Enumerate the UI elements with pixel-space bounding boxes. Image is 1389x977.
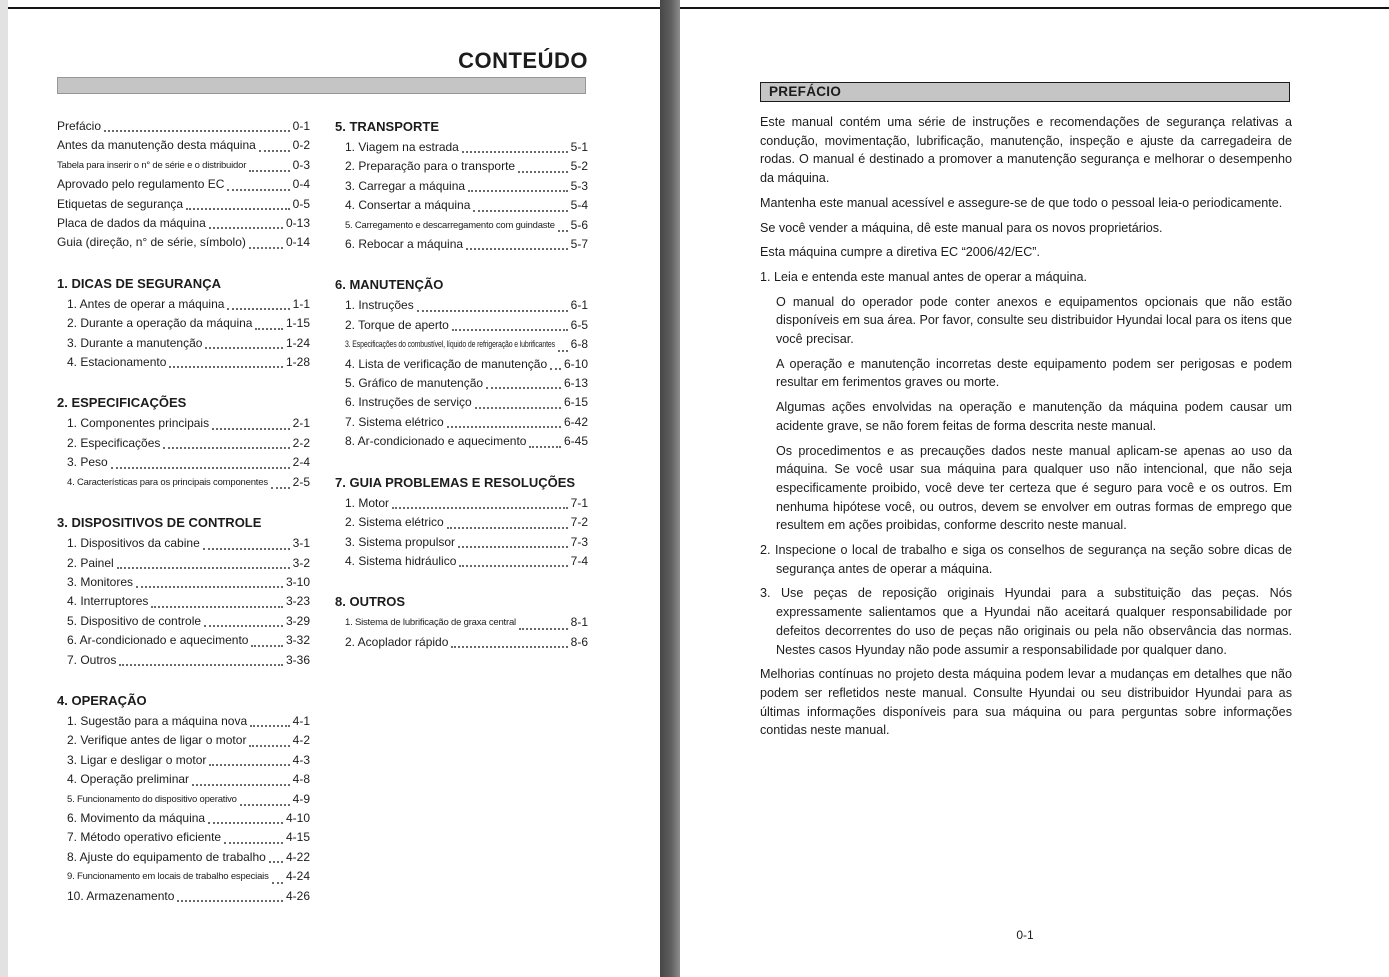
toc-entry: [57, 573, 310, 592]
toc-entry-label: 6. Instruções de serviço: [345, 395, 472, 410]
toc-entry-label: 1. Sugestão para a máquina nova: [67, 713, 248, 728]
toc-entry-label: 7. Outros: [67, 652, 117, 667]
toc-entry-label: 2. Torque de aperto: [345, 317, 449, 332]
dotted-leader: [272, 882, 283, 884]
toc-entry-page: 0-14: [285, 235, 310, 250]
item-marker: 2.: [760, 543, 776, 558]
toc-entry: [57, 214, 310, 233]
page-top-rule: [8, 7, 660, 9]
toc-entry: [335, 216, 588, 235]
dotted-leader: [466, 248, 568, 250]
dotted-leader: [468, 190, 568, 192]
toc-block: [335, 117, 588, 254]
toc-entry: [57, 651, 310, 670]
toc-entry-page: 0-5: [292, 196, 310, 211]
toc-entry: [335, 513, 588, 532]
toc-section-heading: 8. OUTROS: [335, 594, 406, 610]
toc-entry-page: 4-9: [292, 791, 310, 806]
toc-page: [8, 0, 660, 977]
toc-title-bar: [57, 77, 586, 94]
preface-page: [680, 0, 1389, 977]
toc-entry-label: 7. Sistema elétrico: [345, 414, 444, 429]
scan-edge-strip: [0, 0, 8, 977]
toc-block: [57, 691, 310, 906]
toc-section-heading: 5. TRANSPORTE: [335, 119, 440, 134]
toc-entry-label: 3. Peso: [67, 455, 108, 470]
dotted-leader: [151, 606, 283, 608]
toc-entry: [57, 712, 310, 731]
toc-entry-page: 3-36: [285, 652, 310, 667]
toc-entry: [57, 233, 310, 252]
dotted-leader: [136, 586, 283, 588]
toc-entry-label: 5. Funcionamento do dispositivo operativo: [67, 793, 237, 805]
toc-entry-page: 5-3: [570, 178, 588, 193]
toc-entry-label: 2. Especificações: [67, 435, 161, 450]
dotted-leader: [169, 366, 283, 368]
preface-header-label: PREFÁCIO: [769, 84, 842, 99]
dotted-leader: [250, 725, 290, 727]
preface-paragraph: Este manual contém uma série de instruções e recomendações de segurança relativas a condução, movimentação, lubrificação, manutenção, inspeção e ajuste da carregadeira de rodas. O manual é destinado a promover a manutenção segurança e melhorar o desempenho da máquina.: [760, 115, 1292, 186]
toc-entry-page: 6-13: [563, 376, 588, 391]
toc-entry-label: 1. Antes de operar a máquina: [67, 296, 225, 311]
toc-entry-page: 6-15: [563, 395, 588, 410]
toc-entry-label: 1. Motor: [345, 495, 390, 510]
toc-entry: [57, 453, 310, 472]
toc-entry: [335, 432, 588, 451]
toc-entry-page: 1-24: [285, 335, 310, 350]
dotted-leader: [227, 189, 289, 191]
toc-entry-label: 8. Ar-condicionado e aquecimento: [345, 434, 527, 449]
dotted-leader: [186, 208, 290, 210]
toc-entry-page: 3-2: [292, 555, 310, 570]
toc-entry-page: 7-4: [570, 553, 588, 568]
toc-entry-label: 1. Sistema de lubrificação de graxa central: [345, 617, 516, 629]
toc-entry: [335, 157, 588, 176]
preface-paragraph: Melhorias contínuas no projeto desta máquina podem levar a mudanças em detalhes que não podem ser refletidos neste manual. Consulte Hyundai ou seu distribuidor Hyundai para as últimas informações disponíveis para sua máquina ou para perguntas sobre informações contidas neste manual.: [760, 667, 1292, 738]
toc-entry-label: 3. Durante a manutenção: [67, 335, 203, 350]
toc-entry-page: 1-15: [285, 316, 310, 331]
toc-entry: [335, 494, 588, 513]
toc-entry-page: 0-13: [285, 216, 310, 231]
toc-entry: [335, 335, 588, 354]
toc-entry: [57, 751, 310, 770]
toc-entry-page: 0-4: [292, 177, 310, 192]
toc-entry: [57, 473, 310, 492]
toc-block: [57, 513, 310, 670]
toc-entry: [57, 117, 310, 136]
toc-entry-page: 0-2: [292, 138, 310, 153]
dotted-leader: [251, 645, 283, 647]
toc-entry-page: 7-2: [570, 515, 588, 530]
toc-entry-label: 2. Acoplador rápido: [345, 634, 449, 649]
toc-block: [335, 592, 588, 652]
toc-entry-page: 6-5: [570, 317, 588, 332]
toc-entry-page: 7-1: [570, 495, 588, 510]
toc-entry-page: 1-1: [292, 296, 310, 311]
toc-entry-page: 4-3: [292, 752, 310, 767]
toc-entry: [57, 534, 310, 553]
dotted-leader: [462, 151, 568, 153]
toc-entry-page: 5-6: [570, 217, 588, 232]
toc-entry-label: Etiquetas de segurança: [57, 196, 184, 211]
toc-entry-page: 7-3: [570, 534, 588, 549]
dotted-leader: [558, 350, 568, 352]
toc-entry-page: 3-23: [285, 594, 310, 609]
dotted-leader: [451, 646, 567, 648]
toc-entry-label: 4. Características para os principais componentes: [67, 476, 268, 488]
toc-entry-label: 2. Verifique antes de ligar o motor: [67, 733, 247, 748]
preface-body: [760, 113, 1292, 746]
toc-entry-page: 3-29: [285, 613, 310, 628]
toc-entry: [335, 413, 588, 432]
toc-entry-page: 2-1: [292, 416, 310, 431]
dotted-leader: [452, 329, 568, 331]
toc-entry-page: 3-32: [285, 633, 310, 648]
toc-entry: [57, 554, 310, 573]
toc-entry: [335, 613, 588, 632]
toc-block: [57, 393, 310, 492]
dotted-leader: [486, 387, 561, 389]
item-marker: 1.: [760, 269, 775, 284]
toc-entry-page: 2-2: [292, 435, 310, 450]
toc-entry-label: 4. Lista de verificação de manutenção: [345, 356, 548, 371]
dotted-leader: [249, 745, 289, 747]
toc-entry: [335, 235, 588, 254]
toc-entry-label: 6. Movimento da máquina: [67, 810, 206, 825]
toc-entry-page: 2-4: [292, 455, 310, 470]
toc-entry: [57, 434, 310, 453]
toc-entry-label: 1. Componentes principais: [67, 416, 210, 431]
dotted-leader: [417, 310, 568, 312]
preface-numbered-item: 2. Inspecione o local de trabalho e siga os conselhos de segurança na seção sobre dicas de segurança antes de operar a máquina.: [760, 543, 1292, 576]
toc-block: [57, 274, 310, 373]
toc-title: CONTEÚDO: [458, 48, 588, 73]
toc-entry: [57, 334, 310, 353]
toc-entry-label: 3. Carregar a máquina: [345, 178, 466, 193]
toc-entry-page: 4-8: [292, 772, 310, 787]
dotted-leader: [529, 446, 561, 448]
dotted-leader: [117, 567, 290, 569]
dotted-leader: [227, 308, 289, 310]
dotted-leader: [204, 625, 283, 627]
toc-entry-page: 6-45: [563, 434, 588, 449]
page-top-rule: [680, 7, 1389, 9]
toc-entry: [57, 809, 310, 828]
toc-entry: [57, 848, 310, 867]
page-number: 0-1: [1016, 928, 1034, 942]
toc-column-right: [335, 117, 588, 906]
dotted-leader: [249, 170, 289, 172]
dotted-leader: [473, 210, 567, 212]
dotted-leader: [558, 230, 568, 232]
toc-section-heading: 4. OPERAÇÃO: [57, 692, 147, 708]
toc-entry-page: 4-2: [292, 733, 310, 748]
toc-entry: [57, 295, 310, 314]
toc-entry-page: 6-1: [570, 298, 588, 313]
toc-entry-page: 3-1: [292, 536, 310, 551]
dotted-leader: [224, 842, 283, 844]
dotted-leader: [447, 426, 561, 428]
toc-entry: [335, 374, 588, 393]
toc-entry-page: 0-3: [292, 157, 310, 172]
toc-entry-page: 5-2: [570, 159, 588, 174]
preface-paragraph: A operação e manutenção incorretas deste equipamento podem ser perigosas e podem resultar em ferimentos graves ou morte.: [776, 356, 1292, 390]
dotted-leader: [240, 804, 290, 806]
toc-entry-page: 4-26: [285, 888, 310, 903]
preface-numbered-item: 3. Use peças de reposição originais Hyundai para a substituição das peças. Nós expressamente salientamos que a Hyundai não aceitará qualquer responsabilidade por defeitos decorrentes do uso de peças não originais ou pela não observância das normas. Nestes casos Hyunday não pode assumir a responsabilidade por qualquer dano.: [760, 586, 1292, 657]
dotted-leader: [458, 546, 568, 548]
toc-block: [335, 275, 588, 451]
toc-entry-label: 4. Consertar a máquina: [345, 198, 471, 213]
dotted-leader: [104, 130, 290, 132]
dotted-leader: [255, 328, 283, 330]
toc-entry-page: 4-22: [285, 849, 310, 864]
toc-entry-label: 3. Monitores: [67, 574, 134, 589]
dotted-leader: [209, 227, 283, 229]
toc-entry-label: 4. Interruptores: [67, 594, 149, 609]
item-marker: 3.: [760, 586, 781, 601]
toc-column-left: [57, 117, 310, 906]
toc-entry: [57, 156, 310, 175]
toc-entry-page: 0-1: [292, 119, 310, 133]
toc-entry: [57, 314, 310, 333]
dotted-leader: [271, 487, 290, 489]
toc-entry-label: Aprovado pelo regulamento EC: [57, 177, 225, 192]
toc-entry: [335, 552, 588, 571]
toc-entry-label: Placa de dados da máquina: [57, 216, 206, 231]
toc-entry: [335, 633, 588, 652]
toc-entry-label: 10. Armazenamento: [67, 888, 175, 903]
toc-entry: [57, 770, 310, 789]
toc-entry-label: 4. Operação preliminar: [67, 772, 190, 787]
toc-entry-label: 1. Instruções: [345, 298, 414, 313]
toc-entry: [57, 175, 310, 194]
preface-paragraph: Algumas ações envolvidas na operação e manutenção da máquina podem causar um acidente grave, se não forem feitas de forma descrita neste manual.: [776, 400, 1292, 433]
toc-entry-page: 6-10: [563, 356, 588, 371]
dotted-leader: [209, 764, 289, 766]
toc-entry-page: 2-5: [292, 474, 310, 489]
toc-entry-page: 4-15: [285, 830, 310, 845]
dotted-leader: [111, 467, 290, 469]
book-spine: [660, 0, 680, 977]
toc-section-heading: 7. GUIA PROBLEMAS E RESOLUÇÕES: [335, 474, 576, 490]
dotted-leader: [519, 628, 568, 630]
toc-entry-label: 2. Painel: [67, 555, 114, 570]
toc-entry: [57, 631, 310, 650]
toc-entry-label: 8. Ajuste do equipamento de trabalho: [67, 849, 266, 864]
toc-entry-label: 3. Ligar e desligar o motor: [67, 752, 207, 767]
dotted-leader: [249, 247, 283, 249]
toc-entry-label: 1. Viagem na estrada: [345, 140, 459, 154]
toc-entry: [335, 393, 588, 412]
toc-entry: [335, 196, 588, 215]
toc-entry: [57, 731, 310, 750]
toc-entry: [57, 353, 310, 372]
toc-entry-page: 6-42: [563, 414, 588, 429]
dotted-leader: [163, 447, 289, 449]
toc-section-heading: 3. DISPOSITIVOS DE CONTROLE: [57, 515, 262, 531]
dotted-leader: [447, 527, 568, 529]
toc-entry-label: 5. Gráfico de manutenção: [345, 376, 484, 391]
toc-entry: [57, 195, 310, 214]
toc-entry: [57, 887, 310, 906]
toc-entry-label: 4. Sistema hidráulico: [345, 553, 457, 568]
toc-entry-page: 5-7: [570, 237, 588, 252]
dotted-leader: [269, 861, 283, 863]
toc-entry-page: 8-1: [570, 615, 588, 630]
dotted-leader: [205, 347, 283, 349]
toc-entry-page: 5-4: [570, 198, 588, 213]
toc-columns: [57, 117, 588, 906]
toc-entry-label: 3. Especificações do combustível, líquido de refrigeração e lubrificantes: [345, 339, 555, 351]
toc-entry: [335, 138, 588, 157]
toc-section-heading: 2. ESPECIFICAÇÕES: [57, 395, 187, 411]
dotted-leader: [259, 150, 290, 152]
toc-section-heading: 1. DICAS DE SEGURANÇA: [57, 275, 221, 291]
dotted-leader: [550, 368, 561, 370]
dotted-leader: [177, 900, 283, 902]
preface-paragraph: Os procedimentos e as precauções dados neste manual aplicam-se apenas ao uso da máquina. Se você usar sua máquina para qualquer uso não intencional, que não seja especificamente proibido, você deve ter certeza que é seguro para você e os outros. Em nenhuma hipótese você, ou outros, devem se envolver em outras formas de emprego que resultem em ações proibidas, conforme descrito neste manual.: [776, 443, 1292, 533]
dotted-leader: [518, 171, 568, 173]
toc-entry-page: 4-1: [292, 713, 310, 728]
toc-entry-label: 5. Carregamento e descarregamento com guindaste: [345, 219, 555, 231]
toc-entry: [57, 414, 310, 433]
dotted-leader: [119, 664, 283, 666]
toc-entry-page: 8-6: [570, 634, 588, 649]
toc-entry: [57, 790, 310, 809]
toc-section-heading: 6. MANUTENÇÃO: [335, 277, 444, 293]
toc-entry-label: Antes da manutenção desta máquina: [57, 138, 256, 153]
toc-entry: [335, 316, 588, 335]
toc-entry: [57, 867, 310, 886]
toc-entry-label: Prefácio: [57, 119, 102, 133]
toc-entry-page: 4-24: [285, 869, 310, 884]
toc-entry-page: 5-1: [570, 140, 588, 154]
toc-entry: [57, 828, 310, 847]
toc-entry-page: 3-10: [285, 574, 310, 589]
toc-entry-label: Guia (direção, n° de série, símbolo): [57, 235, 246, 250]
dotted-leader: [203, 548, 290, 550]
toc-entry-label: 4. Estacionamento: [67, 355, 167, 370]
toc-block: [57, 117, 310, 253]
toc-entry-label: 6. Rebocar a máquina: [345, 237, 464, 252]
toc-entry: [57, 612, 310, 631]
toc-entry: [335, 533, 588, 552]
toc-entry-label: 9. Funcionamento em locais de trabalho especiais: [67, 871, 269, 883]
dotted-leader: [208, 822, 283, 824]
toc-entry: [335, 296, 588, 315]
preface-paragraph: Esta máquina cumpre a diretiva EC “2006/42/EC”.: [760, 245, 1040, 260]
toc-entry-label: 7. Método operativo eficiente: [67, 830, 222, 845]
toc-entry-label: 1. Dispositivos da cabine: [67, 536, 200, 551]
toc-entry-label: 2. Durante a operação da máquina: [67, 316, 253, 331]
toc-entry-label: 6. Ar-condicionado e aquecimento: [67, 633, 249, 648]
dotted-leader: [212, 428, 290, 430]
toc-entry-page: 6-8: [570, 337, 588, 352]
toc-entry-label: 5. Dispositivo de controle: [67, 613, 202, 628]
toc-entry: [57, 136, 310, 155]
toc-block: [335, 473, 588, 572]
toc-entry: [335, 177, 588, 196]
toc-entry: [57, 592, 310, 611]
preface-paragraph: Mantenha este manual acessível e assegure-se de que todo o pessoal leia-o periodicamente.: [760, 195, 1283, 210]
preface-paragraph: Se você vender a máquina, dê este manual para os novos proprietários.: [760, 220, 1163, 235]
toc-entry-label: 3. Sistema propulsor: [345, 534, 456, 549]
dotted-leader: [192, 784, 290, 786]
dotted-leader: [459, 565, 567, 567]
preface-numbered-item: 1. Leia e entenda este manual antes de operar a máquina.: [760, 269, 1087, 284]
toc-entry-label: 2. Sistema elétrico: [345, 515, 444, 530]
toc-entry-label: 2. Preparação para o transporte: [345, 159, 516, 174]
toc-entry-page: 4-10: [285, 810, 310, 825]
preface-paragraph: O manual do operador pode conter anexos e equipamentos opcionais que não estão disponíveis em sua área. Por favor, consulte seu distribuidor Hyundai local para os itens que você precisar.: [776, 294, 1292, 347]
dotted-leader: [392, 507, 568, 509]
toc-entry-page: 1-28: [285, 355, 310, 370]
dotted-leader: [475, 407, 561, 409]
toc-entry: [335, 355, 588, 374]
preface-header: [760, 82, 1290, 102]
toc-entry-label: Tabela para inserir o n° de série e o distribuidor: [57, 159, 247, 171]
